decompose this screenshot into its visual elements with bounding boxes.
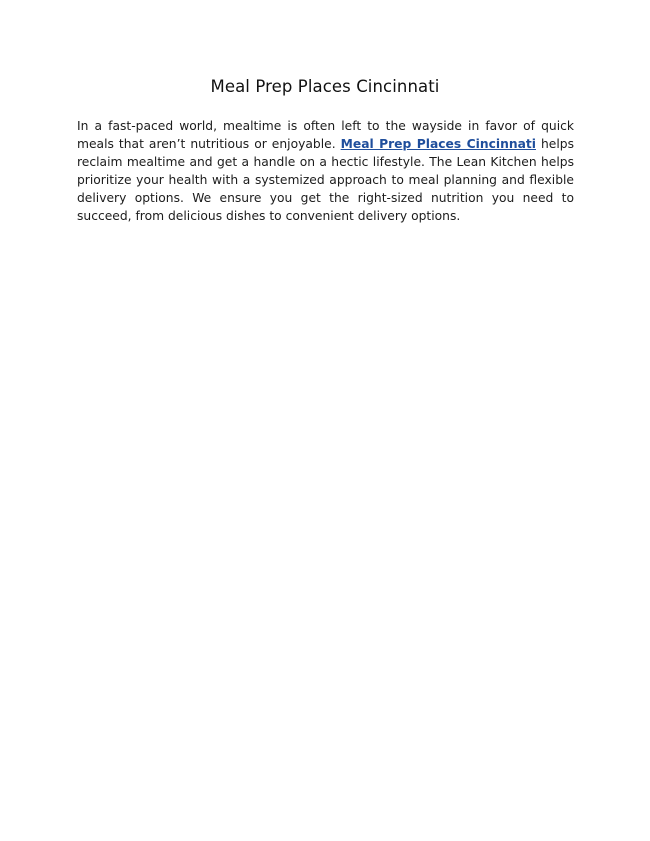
page-title: Meal Prep Places Cincinnati: [210, 77, 440, 96]
paragraph-text-intro: In a fast-paced world, mealtime is often left to the wayside in favor of quick meals that aren’t nutritious or enjoyable.: [77, 119, 574, 151]
paragraph-text-rest: helps reclaim mealtime and get a handle on a hectic lifestyle. The Lean Kitchen helps prioritize your health with a systemized approach to meal planning and flexible delivery options. We ensure you get the right-sized nutrition you need to succeed, from delicious dishes to convenient delivery options.: [77, 137, 574, 223]
body-paragraph: [77, 117, 574, 225]
meal-prep-link[interactable]: Meal Prep Places Cincinnati: [340, 137, 536, 151]
